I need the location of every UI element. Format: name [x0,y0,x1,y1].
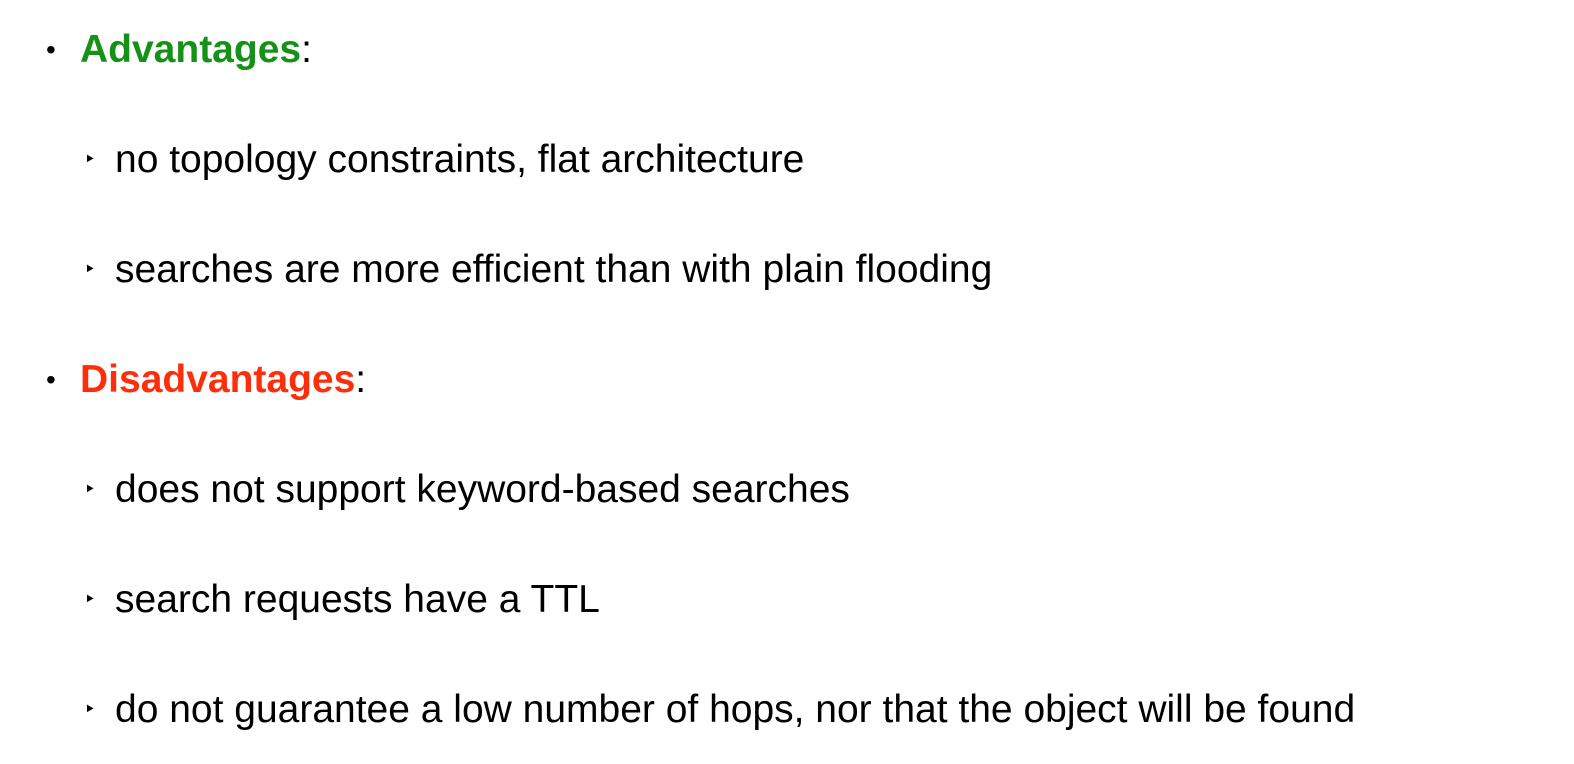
triangle-bullet-icon: ‣ [84,699,96,721]
disadvantages-heading-line [80,357,366,403]
triangle-bullet-icon: ‣ [84,589,96,611]
disadvantages-heading: Disadvantages [80,358,356,401]
advantage-item: no topology constraints, flat architecture [115,138,805,181]
triangle-bullet-icon: ‣ [84,479,96,501]
advantages-colon: : [301,28,312,71]
triangle-bullet-icon: ‣ [84,259,96,281]
bullet-dot-icon: • [46,34,56,65]
advantage-item: searches are more efficient than with plain flooding [115,248,993,291]
disadvantage-item: do not guarantee a low number of hops, nor that the object will be found [115,688,1356,731]
advantages-heading-line [80,27,312,73]
disadvantages-colon: : [355,358,367,401]
disadvantage-item: search requests have a TTL [115,578,600,621]
disadvantage-item: does not support keyword-based searches [115,468,850,511]
bullet-dot-icon: • [46,364,56,395]
advantages-heading: Advantages [80,28,302,71]
triangle-bullet-icon: ‣ [84,149,96,171]
